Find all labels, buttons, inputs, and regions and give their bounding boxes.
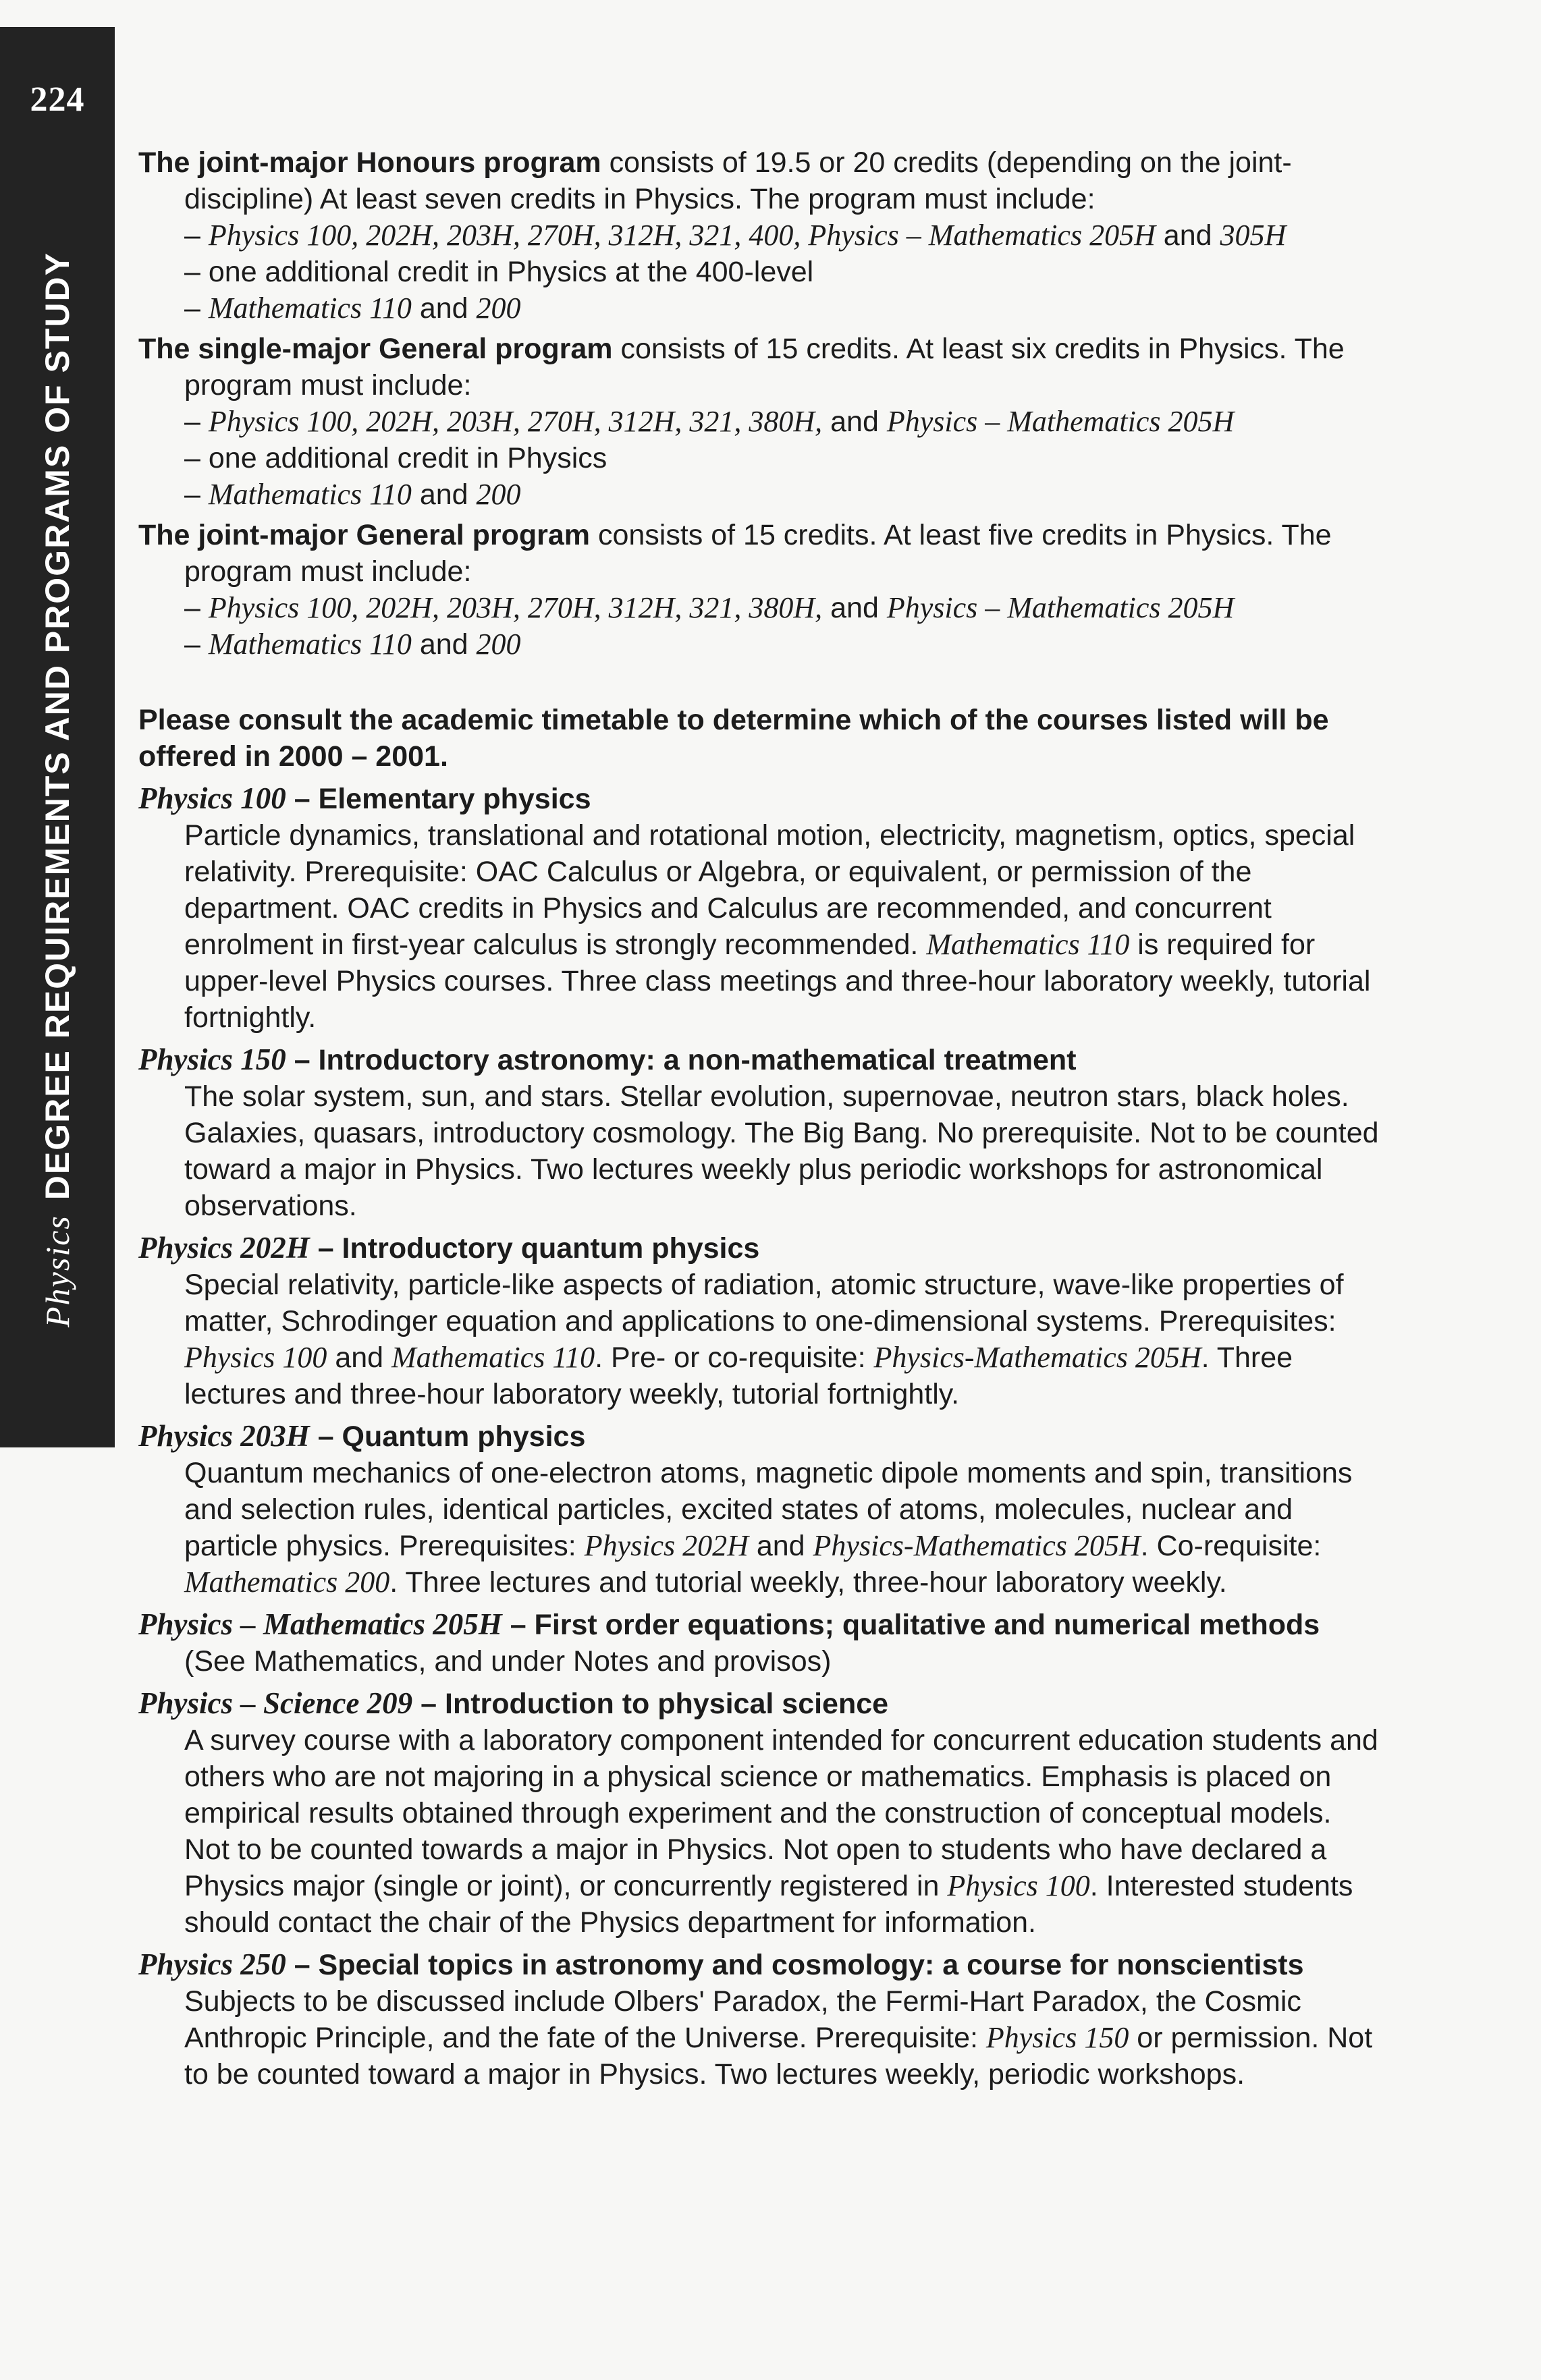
course-number: Physics 100 [138, 781, 286, 815]
italic-text: Mathematics 110 [926, 928, 1130, 961]
program-description: consists of 15 credits. At least six credits in Physics. The program must include: [184, 333, 1345, 402]
side-tab-subject: Physics [38, 1215, 76, 1327]
program-requirement [138, 404, 1380, 440]
program-requirement [138, 476, 1380, 513]
program-title: The joint-major Honours program [138, 146, 601, 179]
text-run: and [1155, 219, 1220, 252]
side-tab-section: DEGREE REQUIREMENTS AND PROGRAMS OF STUDY [38, 252, 76, 1200]
course-heading [138, 1229, 1380, 1267]
text-run: and [327, 1341, 392, 1374]
italic-text: Physics 100, 202H, 203H, 270H, 312H, 321, 380H, [208, 591, 823, 624]
course-note: (See Mathematics, and under Notes and provisos) [184, 1645, 832, 1678]
program-requirement [138, 254, 1380, 290]
italic-text: Physics-Mathematics 205H [813, 1529, 1141, 1562]
program-block [138, 517, 1380, 663]
program-requirement [138, 590, 1380, 626]
italic-text: Physics – Mathematics 205H [886, 405, 1235, 438]
italic-text: Physics 100 [947, 1869, 1090, 1902]
italic-text: 200 [476, 292, 521, 325]
italic-text: 200 [476, 478, 521, 511]
text-run: and [822, 592, 887, 624]
course-title: – Special topics in astronomy and cosmology: a course for nonscientists [286, 1949, 1304, 1981]
italic-text: Mathematics 200 [184, 1566, 390, 1599]
program-requirement [138, 440, 1380, 476]
course-heading [138, 1606, 1380, 1680]
italic-text: Mathematics 110 [208, 478, 412, 511]
course-title: – First order equations; qualitative and numerical methods [502, 1609, 1320, 1641]
course-number: Physics – Science 209 [138, 1686, 413, 1720]
program-list [138, 144, 1380, 663]
course-entry [138, 1041, 1380, 1224]
italic-text: Mathematics 110 [208, 628, 412, 661]
text-run: and [822, 406, 887, 438]
text-run: . Pre- or co-requisite: [595, 1341, 874, 1374]
course-description [138, 1722, 1380, 1941]
course-title: – Elementary physics [286, 783, 591, 815]
course-list [138, 780, 1380, 2093]
course-title: – Introduction to physical science [412, 1688, 889, 1720]
side-tab [0, 27, 115, 1447]
text-run: Particle dynamics, translational and rotational motion, electricity, magnetism, optics, special relativity. Prerequisite: OAC Calculus or Algebra, or equivalent, or permission of the department. OAC credits in Physics and Calculus are recommended, and concurrent enrolment in first-year calculus is strongly recommended. [184, 819, 1355, 961]
text-run: – [184, 478, 209, 511]
course-number: Physics 250 [138, 1947, 286, 1981]
course-number: Physics 202H [138, 1231, 310, 1265]
course-entry [138, 1418, 1380, 1601]
program-title: The single-major General program [138, 333, 613, 365]
text-run: A survey course with a laboratory component intended for concurrent education students and others who are not majoring in a physical science or mathematics. Emphasis is placed on empirical results obtained through experiment and the construction of conceptual models. Not to be counted towards a major in Physics. Not open to students who have declared a Physics major (single or joint), or concurrently registered in [184, 1724, 1378, 1902]
course-heading [138, 1418, 1380, 1455]
program-block [138, 331, 1380, 513]
course-entry [138, 1229, 1380, 1412]
italic-text: Physics 100 [184, 1341, 327, 1374]
course-entry [138, 1606, 1380, 1680]
program-title: The joint-major General program [138, 519, 590, 551]
text-run: . Three lectures and tutorial weekly, three-hour laboratory weekly. [389, 1566, 1227, 1599]
course-heading [138, 1685, 1380, 1722]
text-run: . Interested students should contact the chair of the Physics department for information. [184, 1870, 1353, 1939]
page-number: 224 [30, 80, 85, 119]
course-number: Physics 203H [138, 1419, 310, 1453]
text-run: Subjects to be discussed include Olbers' Paradox, the Fermi-Hart Paradox, the Cosmic Anthropic Principle, and the fate of the Universe. Prerequisite: [184, 1985, 1301, 2054]
course-title: – Introductory quantum physics [309, 1232, 760, 1265]
text-run: or permission. Not to be counted toward a major in Physics. Two lectures weekly, periodic workshops. [184, 2022, 1373, 2091]
program-description: consists of 19.5 or 20 credits (depending on the joint-discipline) At least seven credits in Physics. The program must include: [184, 146, 1292, 215]
course-entry [138, 1685, 1380, 1941]
italic-text: Physics 150 [985, 2021, 1129, 2054]
program-intro [138, 517, 1380, 590]
text-run: The solar system, sun, and stars. Stellar evolution, supernovae, neutron stars, black holes. Galaxies, quasars, introductory cosmology. The Big Bang. No prerequisite. Not to be counted toward a major in Physics. Two lectures weekly plus periodic workshops for astronomical observations. [184, 1080, 1379, 1222]
italic-text: Physics – Mathematics 205H [886, 591, 1235, 624]
text-run: and [411, 628, 477, 661]
page-content [138, 144, 1380, 2093]
text-run: Special relativity, particle-like aspects of radiation, atomic structure, wave-like properties of matter, Schrodinger equation and applications to one-dimensional systems. Prerequisites: [184, 1269, 1344, 1337]
course-heading [138, 780, 1380, 817]
text-run: – [184, 592, 209, 624]
course-number: Physics – Mathematics 205H [138, 1607, 502, 1641]
italic-text: Physics 100, 202H, 203H, 270H, 312H, 321, 400, Physics – Mathematics 205H [208, 219, 1156, 252]
course-description [138, 817, 1380, 1036]
text-run: – [184, 219, 209, 252]
course-description [138, 1983, 1380, 2093]
program-block [138, 144, 1380, 327]
text-run: is required for upper-level Physics courses. Three class meetings and three-hour laboratory weekly, tutorial fortnightly. [184, 929, 1371, 1034]
program-requirement [138, 626, 1380, 663]
text-run: – one additional credit in Physics at the 400-level [184, 256, 814, 288]
course-heading [138, 1946, 1380, 1983]
text-run: . Three lectures and three-hour laboratory weekly, tutorial fortnightly. [184, 1341, 1293, 1410]
course-description [138, 1078, 1380, 1224]
italic-text: Physics 202H [584, 1529, 749, 1562]
program-requirement [138, 217, 1380, 254]
consult-note: Please consult the academic timetable to determine which of the courses listed will be offered in 2000 – 2001. [138, 704, 1329, 773]
course-entry [138, 1946, 1380, 2093]
text-run: – [184, 292, 209, 325]
course-heading [138, 1041, 1380, 1078]
text-run: – one additional credit in Physics [184, 442, 607, 474]
italic-text: 305H [1220, 219, 1287, 252]
italic-text: Physics-Mathematics 205H [873, 1341, 1201, 1374]
text-run: and [411, 292, 477, 325]
program-description: consists of 15 credits. At least five credits in Physics. The program must include: [184, 519, 1332, 588]
program-intro [138, 144, 1380, 217]
italic-text: Physics 100, 202H, 203H, 270H, 312H, 321, 380H, [208, 405, 823, 438]
program-intro [138, 331, 1380, 404]
italic-text: Mathematics 110 [208, 292, 412, 325]
text-run: and [748, 1530, 813, 1562]
text-run: . Co-requisite: [1140, 1530, 1322, 1562]
italic-text: 200 [476, 628, 521, 661]
program-requirement [138, 290, 1380, 327]
text-run: Quantum mechanics of one-electron atoms, magnetic dipole moments and spin, transitions and selection rules, identical particles, excited states of atoms, molecules, nuclear and particle physics. Prerequisites: [184, 1457, 1353, 1562]
course-entry [138, 780, 1380, 1036]
course-description [138, 1455, 1380, 1601]
text-run: – [184, 406, 209, 438]
italic-text: Mathematics 110 [391, 1341, 595, 1374]
side-tab-title [38, 252, 77, 1327]
course-description [138, 1267, 1380, 1412]
course-number: Physics 150 [138, 1043, 286, 1076]
text-run: and [411, 478, 477, 511]
course-title: – Quantum physics [309, 1420, 586, 1453]
course-title: – Introductory astronomy: a non-mathematical treatment [286, 1044, 1077, 1076]
text-run: – [184, 628, 209, 661]
